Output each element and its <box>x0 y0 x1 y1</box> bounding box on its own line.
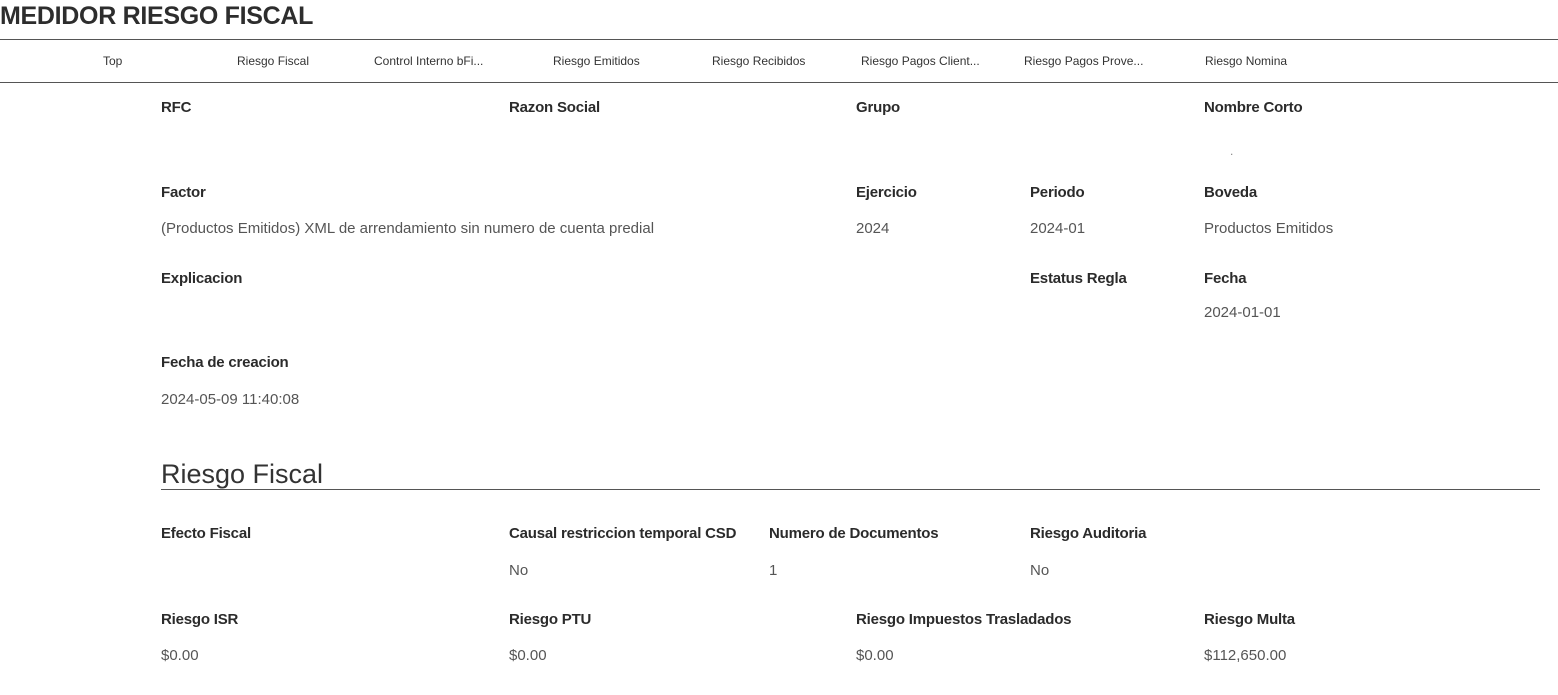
tab-control-interno[interactable]: Control Interno bFi... <box>374 54 484 68</box>
boveda-value: Productos Emitidos <box>1204 220 1334 237</box>
riesgo-multa-label: Riesgo Multa <box>1204 611 1295 628</box>
explicacion-label: Explicacion <box>161 270 243 287</box>
boveda-label: Boveda <box>1204 184 1257 201</box>
riesgo-impuestos-label: Riesgo Impuestos Trasladados <box>856 611 1072 628</box>
efecto-fiscal-label: Efecto Fiscal <box>161 525 251 542</box>
riesgo-impuestos-value: $0.00 <box>856 647 894 664</box>
tab-riesgo-fiscal[interactable]: Riesgo Fiscal <box>237 54 310 68</box>
riesgo-multa-value: $112,650.00 <box>1204 647 1287 664</box>
riesgo-ptu-label: Riesgo PTU <box>509 611 592 628</box>
riesgo-fiscal-heading: Riesgo Fiscal <box>161 459 324 489</box>
numero-documentos-label: Numero de Documentos <box>769 525 939 542</box>
tab-riesgo-recibidos[interactable]: Riesgo Recibidos <box>712 54 806 68</box>
riesgo-isr-label: Riesgo ISR <box>161 611 239 628</box>
nombre-corto-value: . <box>1230 144 1234 158</box>
ejercicio-label: Ejercicio <box>856 184 917 201</box>
riesgo-isr-value: $0.00 <box>161 647 199 664</box>
tab-riesgo-pagos-clientes[interactable]: Riesgo Pagos Client... <box>861 54 980 68</box>
riesgo-ptu-value: $0.00 <box>509 647 547 664</box>
grupo-label: Grupo <box>856 99 900 116</box>
rfc-label: RFC <box>161 99 192 116</box>
estatus-regla-label: Estatus Regla <box>1030 270 1127 287</box>
nombre-corto-label: Nombre Corto <box>1204 99 1303 116</box>
tab-bar <box>0 39 1558 83</box>
riesgo-auditoria-value: No <box>1030 562 1050 579</box>
tab-riesgo-pagos-proveedores[interactable]: Riesgo Pagos Prove... <box>1024 54 1144 68</box>
riesgo-auditoria-label: Riesgo Auditoria <box>1030 525 1147 542</box>
numero-documentos-value: 1 <box>769 562 778 579</box>
factor-value: (Productos Emitidos) XML de arrendamiento sin numero de cuenta predial <box>161 220 655 237</box>
ejercicio-value: 2024 <box>856 220 890 237</box>
periodo-label: Periodo <box>1030 184 1085 201</box>
fecha-creacion-label: Fecha de creacion <box>161 354 289 371</box>
tab-riesgo-emitidos[interactable]: Riesgo Emitidos <box>553 54 640 68</box>
section-divider <box>161 489 1540 490</box>
causal-csd-value: No <box>509 562 529 579</box>
fecha-value: 2024-01-01 <box>1204 304 1281 321</box>
tab-riesgo-nomina[interactable]: Riesgo Nomina <box>1205 54 1288 68</box>
fecha-creacion-value: 2024-05-09 11:40:08 <box>161 391 300 408</box>
page-title: MEDIDOR RIESGO FISCAL <box>0 2 314 30</box>
periodo-value: 2024-01 <box>1030 220 1086 237</box>
tab-top[interactable]: Top <box>103 54 123 68</box>
razon-social-label: Razon Social <box>509 99 600 116</box>
factor-label: Factor <box>161 184 206 201</box>
fecha-label: Fecha <box>1204 270 1247 287</box>
causal-csd-label: Causal restriccion temporal CSD <box>509 525 737 542</box>
